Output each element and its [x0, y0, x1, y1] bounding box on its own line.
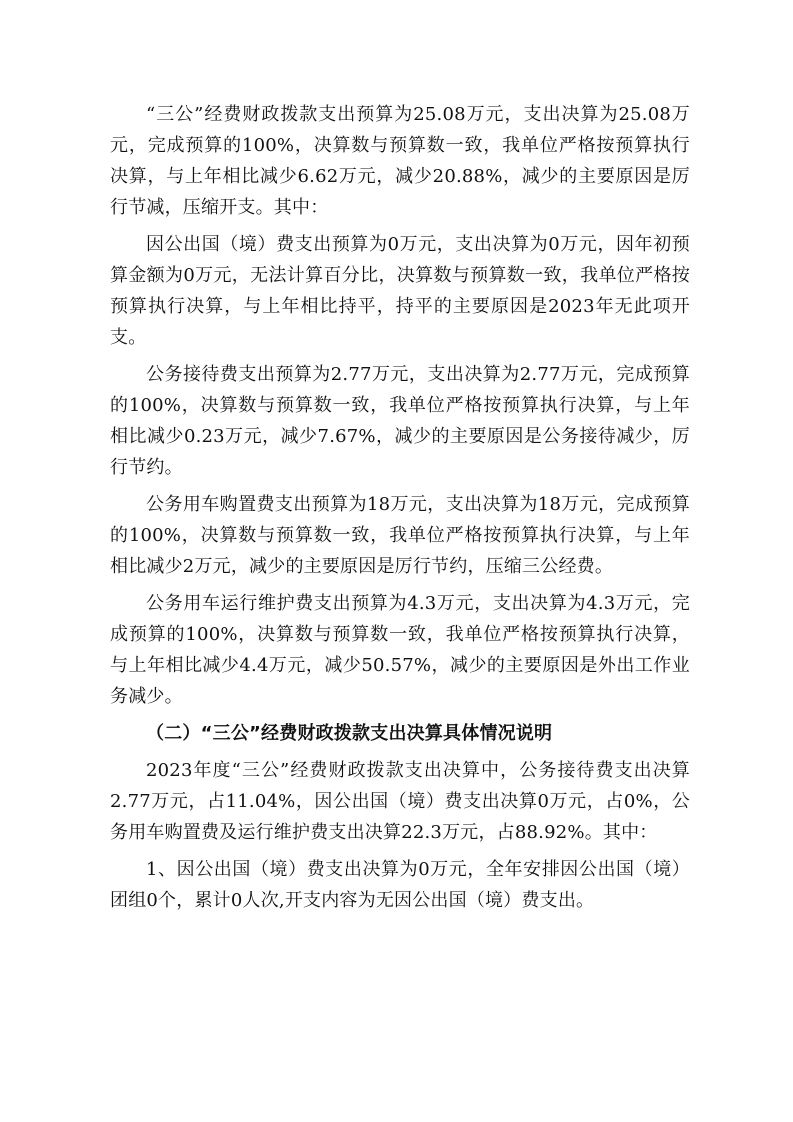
- section-heading: （二）“三公”经费财政拨款支出决算具体情况说明: [146, 723, 553, 744]
- paragraph-vehicle-purchase: 公务用车购置费支出预算为18万元，支出决算为18万元，完成预算的100%，决算数与预算数一致，我单位严格按预算执行决算，与上年相比减少2万元，减少的主要原因是厉行节约，压缩三公经费。: [110, 494, 690, 577]
- paragraph-section-item-1: 1、因公出国（境）费支出决算为0万元，全年安排因公出国（境）团组0个，累计0人次,开支内容为无因公出国（境）费支出。: [110, 859, 690, 911]
- paragraph-overseas-travel: 因公出国（境）费支出预算为0万元，支出决算为0万元，因年初预算金额为0万元，无法计算百分比，决算数与预算数一致，我单位严格按预算执行决算，与上年相比持平，持平的主要原因是2023年无此项开支。: [110, 234, 690, 348]
- paragraph-section-summary: 2023年度“三公”经费财政拨款支出决算中，公务接待费支出决算2.77万元，占11.04%，因公出国（境）费支出决算0万元，占0%，公务用车购置费及运行维护费支出决算22.3万元，占88.92%。其中：: [110, 760, 690, 843]
- document-page: [110, 99, 690, 916]
- paragraph-vehicle-maintenance: 公务用车运行维护费支出预算为4.3万元，支出决算为4.3万元，完成预算的100%，决算数与预算数一致，我单位严格按预算执行决算，与上年相比减少4.4万元，减少50.57%，减少的主要原因是外出工作业务减少。: [110, 593, 690, 707]
- paragraph-sangong-overview: “三公”经费财政拨款支出预算为25.08万元，支出决算为25.08万元，完成预算的100%，决算数与预算数一致，我单位严格按预算执行决算，与上年相比减少6.62万元，减少20.88%，减少的主要原因是厉行节减，压缩开支。其中：: [110, 104, 690, 218]
- paragraph-official-reception: 公务接待费支出预算为2.77万元，支出决算为2.77万元，完成预算的100%，决算数与预算数一致，我单位严格按预算执行决算，与上年相比减少0.23万元，减少7.67%，减少的主要原因是公务接待减少，厉行节约。: [110, 364, 690, 478]
